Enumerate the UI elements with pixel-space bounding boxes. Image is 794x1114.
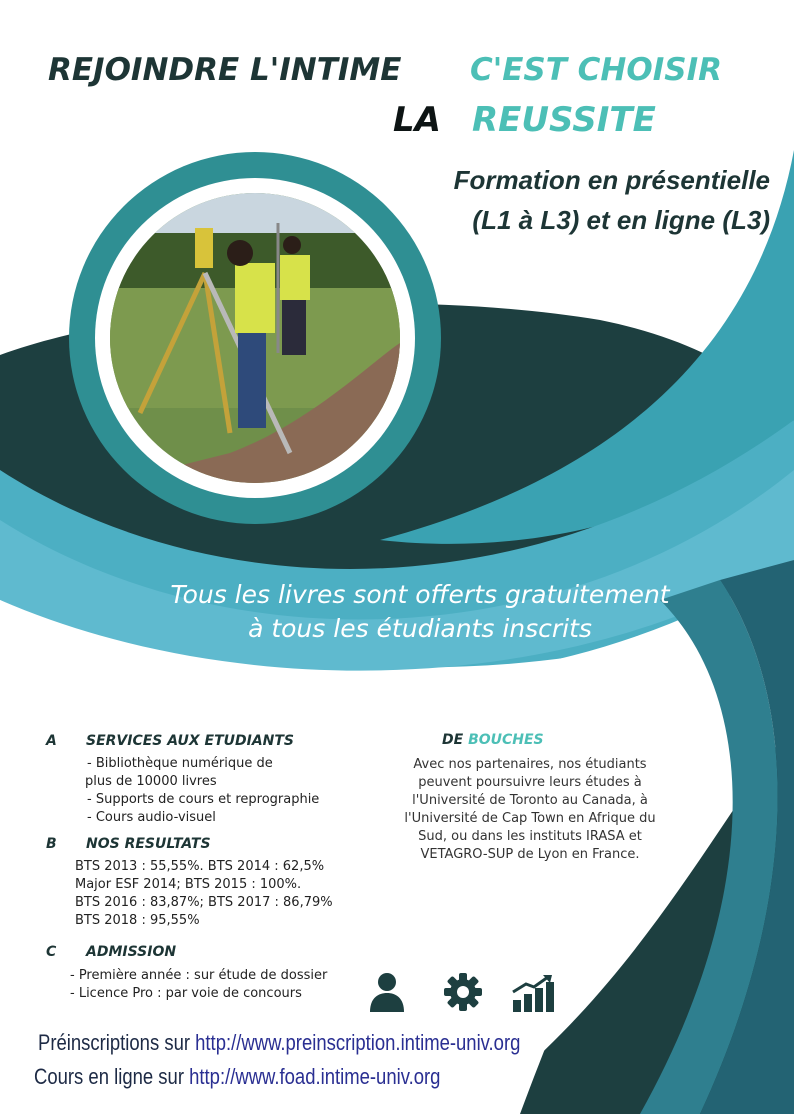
preinscription-line [38, 1030, 520, 1056]
debouches-title-left: DE [442, 732, 464, 748]
debouches-line: l'Université de Cap Town en Afrique du [404, 811, 656, 826]
section-a-item: plus de 10000 livres [85, 774, 217, 789]
header-line2-right: REUSSITE [472, 100, 656, 140]
cours-line [34, 1064, 440, 1090]
debouches-line: Sud, ou dans les instituts IRASA et [418, 829, 642, 844]
section-b-list [75, 858, 333, 930]
debouches-line: l'Université de Toronto au Canada, à [412, 793, 648, 808]
section-a-title: SERVICES AUX ETUDIANTS [86, 733, 295, 749]
debouches-text [380, 756, 680, 864]
gear-icon [443, 972, 483, 1012]
admission-item: - Première année : sur étude de dossier [70, 968, 328, 983]
result-line: Major ESF 2014; BTS 2015 : 100%. [75, 877, 302, 892]
surveyor-photo [110, 193, 400, 483]
growth-chart-icon [512, 974, 554, 1012]
user-icon [368, 972, 406, 1012]
debouches-line: Avec nos partenaires, nos étudiants [413, 757, 647, 772]
admission-item: - Licence Pro : par voie de concours [70, 986, 302, 1001]
result-line: BTS 2013 : 55,55%. BTS 2014 : 62,5% [75, 859, 325, 874]
books-offer [100, 578, 740, 646]
subtitle-line2: (L1 à L3) et en ligne (L3) [472, 205, 770, 235]
cours-link[interactable]: http://www.foad.intime-univ.org [189, 1064, 441, 1089]
preinscription-link[interactable]: http://www.preinscription.intime-univ.org [195, 1030, 521, 1055]
section-a-item: - Supports de cours et reprographie [87, 792, 320, 807]
preinscription-label: Préinscriptions sur [38, 1030, 191, 1055]
section-c-title: ADMISSION [86, 944, 177, 960]
section-c-letter: C [46, 944, 57, 960]
header-line1-right: C'EST CHOISIR [470, 52, 722, 88]
debouches-line: peuvent poursuivre leurs études à [418, 775, 642, 790]
section-a-list [85, 755, 319, 827]
result-line: BTS 2016 : 83,87%; BTS 2017 : 86,79% [75, 895, 333, 910]
section-a-item: - Cours audio-visuel [87, 810, 216, 825]
offer-line1: Tous les livres sont offerts gratuitement [170, 580, 670, 609]
section-c-list [70, 967, 327, 1003]
section-b-letter: B [46, 836, 57, 852]
section-b-title: NOS RESULTATS [86, 836, 211, 852]
section-a-letter: A [46, 733, 57, 749]
debouches-line: VETAGRO-SUP de Lyon en France. [420, 847, 640, 862]
header-line1-left: REJOINDRE L'INTIME [48, 52, 402, 88]
result-line: BTS 2018 : 95,55% [75, 913, 200, 928]
subtitle [380, 160, 770, 240]
header-line2-left: LA [393, 100, 441, 140]
section-a-item: - Bibliothèque numérique de [87, 756, 273, 771]
offer-line2: à tous les étudiants inscrits [248, 614, 592, 643]
debouches-title-right: BOUCHES [468, 732, 544, 748]
subtitle-line1: Formation en présentielle [453, 165, 770, 195]
cours-label: Cours en ligne sur [34, 1064, 184, 1089]
debouches-title [442, 732, 544, 748]
